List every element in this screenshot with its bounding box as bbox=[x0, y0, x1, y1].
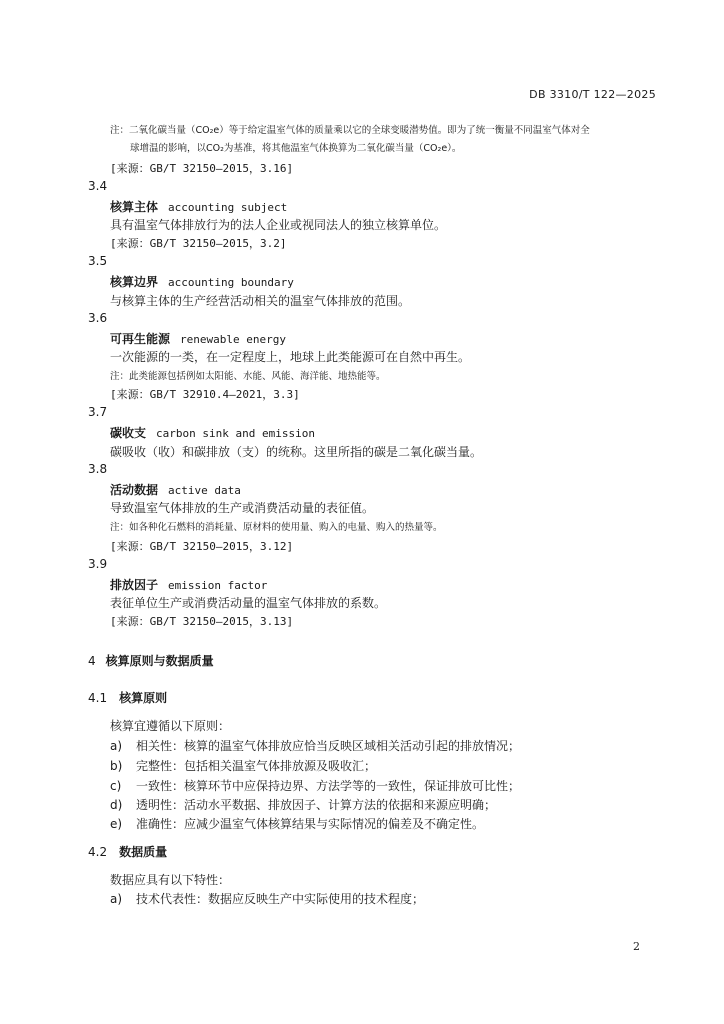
term-title bbox=[110, 424, 315, 441]
subsection-heading bbox=[88, 689, 167, 706]
term-title bbox=[110, 273, 294, 290]
subsection-intro: 数据应具有以下特性： bbox=[110, 873, 231, 887]
term-definition: 具有温室气体排放行为的法人企业或视同法人的独立核算单位。 bbox=[110, 218, 447, 232]
term-title bbox=[110, 330, 286, 347]
term-definition: 一次能源的一类，在一定程度上，地球上此类能源可在自然中再生。 bbox=[110, 350, 471, 364]
term-en: carbon sink and emission bbox=[156, 427, 315, 440]
list-marker: c) bbox=[110, 779, 122, 793]
term-en: accounting subject bbox=[168, 201, 288, 214]
term-en: accounting boundary bbox=[168, 276, 294, 289]
list-text: 完整性：包括相关温室气体排放源及吸收汇； bbox=[136, 759, 377, 773]
note-co2e-line2: 球增温的影响，以CO₂为基准，将其他温室气体换算为二氧化碳当量（CO₂e）。 bbox=[130, 143, 462, 154]
term-zh: 排放因子 bbox=[110, 578, 159, 592]
term-number: 3.8 bbox=[88, 462, 108, 476]
term-definition: 导致温室气体排放的生产或消费活动量的表征值。 bbox=[110, 501, 375, 515]
term-definition: 碳吸收（收）和碳排放（支）的统称。这里所指的碳是二氧化碳当量。 bbox=[110, 445, 483, 459]
term-definition: 与核算主体的生产经营活动相关的温室气体排放的范围。 bbox=[110, 294, 411, 308]
source-reference: [来源：GB/T 32150—2015，3.2] bbox=[110, 237, 287, 250]
subsection-intro: 核算宜遵循以下原则： bbox=[110, 719, 231, 733]
list-marker: b) bbox=[110, 759, 123, 773]
subsection-number: 4.2 bbox=[88, 845, 108, 859]
subsection-title: 数据质量 bbox=[119, 845, 168, 859]
note-co2e-line1: 注：二氧化碳当量（CO₂e）等于给定温室气体的质量乘以它的全球变暖潜势值。即为了统一衡量不同温室气体对全 bbox=[110, 125, 590, 136]
term-number: 3.7 bbox=[88, 405, 108, 419]
list-marker: d) bbox=[110, 798, 123, 812]
list-item bbox=[110, 815, 484, 832]
page-number: 2 bbox=[633, 940, 640, 953]
term-title bbox=[110, 481, 241, 498]
term-number: 3.5 bbox=[88, 254, 108, 268]
document-header: DB 3310/T 122—2025 bbox=[529, 88, 656, 101]
list-item bbox=[110, 757, 376, 774]
source-reference: [来源：GB/T 32150—2015，3.13] bbox=[110, 615, 294, 628]
source-reference: [来源：GB/T 32150—2015，3.12] bbox=[110, 540, 294, 553]
section-number: 4 bbox=[88, 654, 96, 668]
subsection-heading bbox=[88, 843, 167, 860]
term-zh: 核算主体 bbox=[110, 200, 159, 214]
term-en: emission factor bbox=[168, 579, 268, 592]
list-marker: a) bbox=[110, 892, 123, 906]
list-item bbox=[110, 890, 424, 907]
term-zh: 可再生能源 bbox=[110, 332, 171, 346]
section-heading bbox=[88, 652, 214, 669]
list-item bbox=[110, 777, 520, 794]
list-item bbox=[110, 737, 520, 754]
term-title bbox=[110, 576, 267, 593]
term-number: 3.9 bbox=[88, 557, 108, 571]
term-note: 注：如各种化石燃料的消耗量、原材料的使用量、购入的电量、购入的热量等。 bbox=[110, 522, 443, 533]
source-reference: [来源：GB/T 32910.4—2021，3.3] bbox=[110, 388, 300, 401]
term-number: 3.6 bbox=[88, 311, 108, 325]
term-zh: 活动数据 bbox=[110, 483, 159, 497]
source-reference: [来源：GB/T 32150—2015，3.16] bbox=[110, 162, 294, 175]
subsection-number: 4.1 bbox=[88, 691, 108, 705]
list-text: 技术代表性：数据应反映生产中实际使用的技术程度； bbox=[136, 892, 425, 906]
list-text: 准确性：应减少温室气体核算结果与实际情况的偏差及不确定性。 bbox=[136, 817, 485, 831]
term-en: renewable energy bbox=[180, 333, 286, 346]
section-title: 核算原则与数据质量 bbox=[105, 654, 214, 668]
term-number: 3.4 bbox=[88, 179, 108, 193]
term-en: active data bbox=[168, 484, 241, 497]
term-title bbox=[110, 198, 287, 215]
list-text: 一致性：核算环节中应保持边界、方法学等的一致性，保证排放可比性； bbox=[136, 779, 521, 793]
term-zh: 核算边界 bbox=[110, 275, 159, 289]
list-marker: a) bbox=[110, 739, 123, 753]
list-text: 相关性：核算的温室气体排放应恰当反映区域相关活动引起的排放情况； bbox=[136, 739, 521, 753]
list-marker: e) bbox=[110, 817, 123, 831]
term-definition: 表征单位生产或消费活动量的温室气体排放的系数。 bbox=[110, 596, 387, 610]
term-zh: 碳收支 bbox=[110, 426, 147, 440]
term-note: 注：此类能源包括例如太阳能、水能、风能、海洋能、地热能等。 bbox=[110, 371, 386, 382]
subsection-title: 核算原则 bbox=[119, 691, 168, 705]
list-text: 透明性：活动水平数据、排放因子、计算方法的依据和来源应明确； bbox=[136, 798, 497, 812]
list-item bbox=[110, 796, 496, 813]
